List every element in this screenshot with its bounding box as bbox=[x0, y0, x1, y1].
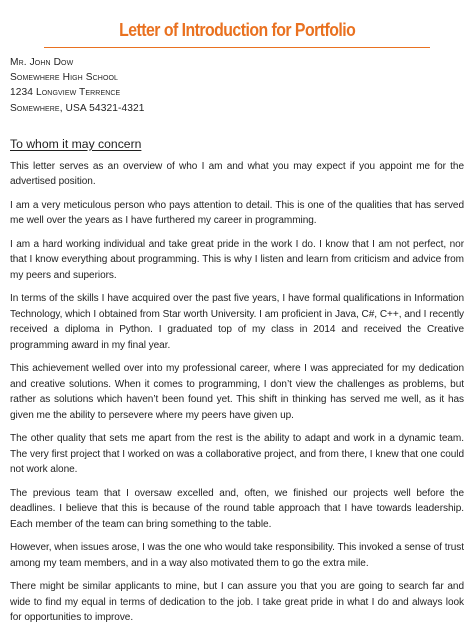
sender-address bbox=[10, 55, 464, 116]
sender-school: Somewhere High School bbox=[10, 72, 119, 84]
salutation: To whom it may concern bbox=[10, 136, 142, 151]
body-paragraph: In terms of the skills I have acquired over the past five years, I have formal qualifications in Information Technology, which I obtained from Star worth University. I am proficient in Java, C#, C++, and I recently received a diploma in Python. I graduated top of my class in 2014 and received the Creative programming award in my final year. bbox=[10, 293, 464, 351]
body-paragraph: There might be similar applicants to mine, but I can assure you that you are going to search far and wide to find my equal in terms of dedication to the job. I take great pride in what I do and always look for opportunities to improve. bbox=[10, 581, 464, 624]
body-paragraph: I am a very meticulous person who pays attention to detail. This is one of the qualities that has served me well over the years as I have furthered my career in programming. bbox=[10, 199, 464, 227]
body-paragraph: The previous team that I oversaw excelled and, often, we finished our projects well before the deadlines. I believe that this is because of the round table approach that I have towards leadership. Each member of the team can bring something to the table. bbox=[10, 487, 464, 530]
title-underline bbox=[44, 47, 430, 48]
letter-title: Letter of Introduction for Portfolio bbox=[118, 20, 356, 40]
body-paragraph: However, when issues arose, I was the one who would take responsibility. This invoked a sense of trust among my team members, and in a way also motivated them to go the extra mile. bbox=[10, 542, 464, 569]
letter-body bbox=[10, 159, 464, 626]
body-paragraph: I am a hard working individual and take great pride in the work I do. I know that I am not perfect, nor that I know everything about programming. This is why I listen and learn from criticism and advice from my peers and superiors. bbox=[10, 238, 464, 281]
sender-city-line: Somewhere, USA 54321-4321 bbox=[10, 102, 145, 114]
body-paragraph: This achievement welled over into my professional career, where I was appreciated for my dedication and creative solutions. When it comes to programming, I don’t view the challenges as problems, but rather as solutions which haven’t been found yet. This shift in thinking has served me well, as it has given me the ability to persevere where my peers have given up. bbox=[10, 363, 464, 421]
body-paragraph: The other quality that sets me apart from the rest is the ability to adapt and work in a dynamic team. The very first project that I worked on was a collaborative project, and from there, I knew that one could not work alone. bbox=[10, 433, 464, 476]
body-paragraph: This letter serves as an overview of who I am and what you may expect if you appoint me for the advertised position. bbox=[10, 160, 464, 188]
title-block bbox=[10, 19, 464, 45]
sender-street: 1234 Longview Terrence bbox=[10, 87, 121, 99]
sender-name: Mr. John Dow bbox=[10, 57, 74, 68]
